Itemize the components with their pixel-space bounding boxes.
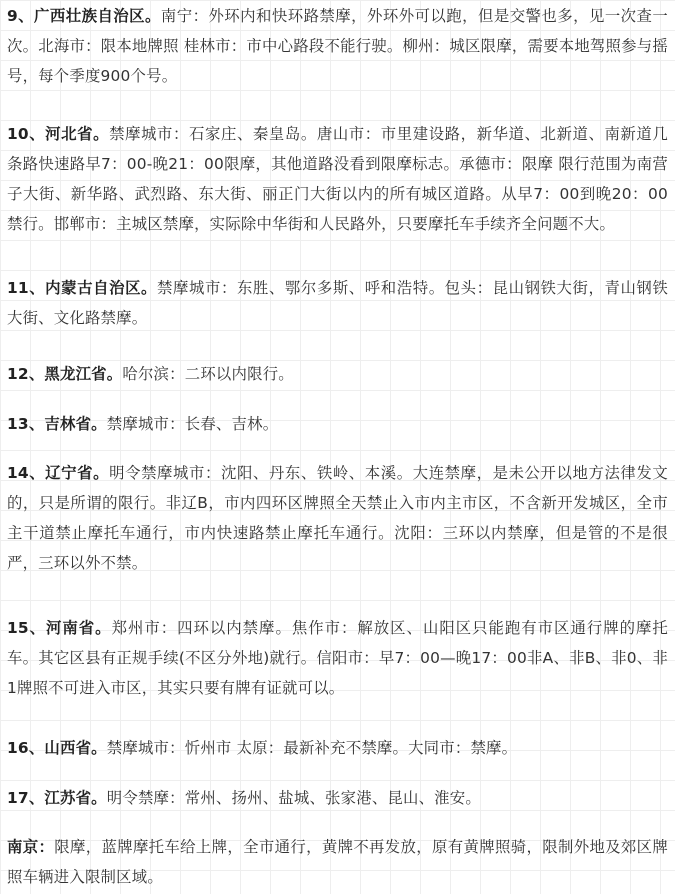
entry-body: 禁摩城市：东胜、鄂尔多斯、呼和浩特。包头：昆山钢铁大街，青山钢铁大街、文化路禁摩。 [7,279,668,327]
entry-body: 禁摩城市：长春、吉林。 [106,415,279,433]
entry-body: 禁摩城市：忻州市 太原：最新补充不禁摩。大同市：禁摩。 [106,739,518,757]
entry-nanjing [7,832,668,892]
entry-henan [7,613,668,703]
entry-jiangsu [7,783,668,813]
entry-body: 哈尔滨：二环以内限行。 [122,365,294,383]
entry-body: 明令禁摩城市：沈阳、丹东、铁岭、本溪。大连禁摩，是未公开以地方法律发文的，只是所谓的限行。非辽B，市内四环区牌照全天禁止入市内主市区，不含新开发城区，全市主干道禁止摩托车通行，市内快速路禁止摩托车通行。沈阳：三环以内禁摩，但是管的不是很严，三环以外不禁。 [7,464,668,572]
entry-title: 9、广西壮族自治区。 [7,7,161,25]
entry-title: 16、山西省。 [7,739,107,757]
entry-shanxi [7,733,668,763]
entry-neimenggu [7,273,668,333]
entry-title: 13、吉林省。 [7,415,107,433]
entry-heilongjiang [7,359,668,389]
entry-title: 12、黑龙江省。 [7,365,123,383]
entry-body: 明令禁摩：常州、扬州、盐城、张家港、昆山、淮安。 [106,789,481,807]
entry-liaoning [7,458,668,578]
entry-hebei [7,119,668,239]
entry-title: 南京： [7,838,55,856]
entry-title: 17、江苏省。 [7,789,107,807]
entry-body: 禁摩城市：石家庄、秦皇岛。唐山市：市里建设路，新华道、北新道、南新道几条路快速路早7：00-晚21：00限摩，其他道路没看到限摩标志。承德市：限摩 限行范围为南营子大街、新华路、武烈路、东大街、丽正门大街以内的所有城区道路。从早7：00到晚20：00禁行。邯郸市：主城区禁摩，实际除中华街和人民路外，只要摩托车手续齐全问题不大。 [7,125,668,233]
entry-title: 14、辽宁省。 [7,464,110,482]
entry-body: 限摩，蓝牌摩托车给上牌，全市通行，黄牌不再发放，原有黄牌照骑，限制外地及郊区牌照车辆进入限制区域。 [7,838,668,886]
entry-body: 郑州市：四环以内禁摩。焦作市：解放区、山阳区只能跑有市区通行牌的摩托车。其它区县有正规手续(不区分外地)就行。信阳市：早7：00—晚17：00非A、非B、非0、非1牌照不可进入市区，其实只要有牌有证就可以。 [7,619,668,697]
entry-title: 10、河北省。 [7,125,110,143]
entry-body: 南宁：外环内和快环路禁摩，外环外可以跑，但是交警也多，见一次查一次。北海市：限本地牌照 桂林市：市中心路段不能行驶。柳州：城区限摩，需要本地驾照参与摇号，每个季度900个号。 [7,7,668,85]
entry-title: 11、内蒙古自治区。 [7,279,158,297]
entry-guangxi [7,1,668,91]
entry-jilin [7,409,668,439]
entry-title: 15、河南省。 [7,619,112,637]
